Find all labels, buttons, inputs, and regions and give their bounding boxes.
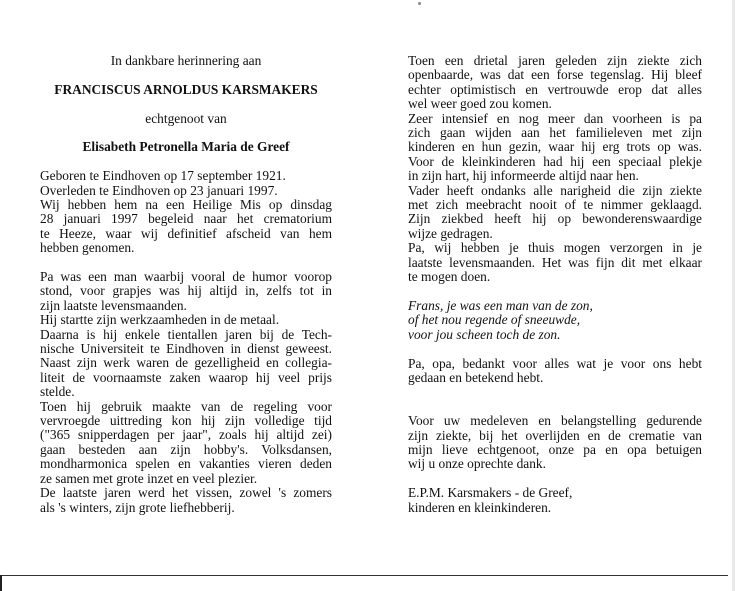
poem	[408, 299, 702, 342]
text-line: gaan besteden aan zijn hobby's. Volksdansen,	[40, 441, 332, 457]
text-line: wij u onze oprechte dank.	[408, 456, 546, 472]
relation-line: echtgenoot van	[145, 110, 227, 126]
scan-speck	[418, 2, 421, 5]
text-line: Toen hij gebruik maakte van de regeling voor	[40, 398, 332, 414]
text-line: met zich meebracht nooit of te nimmer geklaagd.	[408, 197, 702, 213]
text-line: Hij startte zijn werkzaamheden in de metaal.	[40, 312, 280, 328]
text-line: kinderen en hun gezin, waar hij erg trots op was.	[408, 139, 702, 155]
text-line: te Heeze, waar wij definitief afscheid van hem	[40, 225, 332, 241]
text-line: laatste levensmaanden. Het was fijn dit met elkaar	[408, 254, 702, 270]
text-line: echter optimistisch en vertrouwde erop dat alles	[408, 81, 702, 97]
text-line: wel weer goed zou komen.	[408, 96, 552, 112]
text-line: Vader heeft ondanks alle narigheid die zijn ziekte	[408, 182, 702, 198]
poem-line: voor jou scheen toch de zon.	[408, 326, 561, 342]
text-line: Naast zijn werk waren de gezelligheid en collegia-	[40, 355, 332, 371]
text-line: Zeer intensief en nog meer dan voorheen is pa	[408, 110, 702, 126]
text-line: 28 januari 1997 begeleid naar het crematorium	[40, 211, 332, 227]
signature-line: E.P.M. Karsmakers - de Greef,	[408, 485, 573, 501]
text-line: Overleden te Eindhoven op 23 januari 1997.	[40, 182, 278, 198]
text-line: te mogen doen.	[408, 269, 491, 285]
text-line: als 's winters, zijn grote liefhebberij.	[40, 499, 235, 515]
text-line: Toen een drietal jaren geleden zijn ziekte zich	[408, 53, 702, 68]
text-line: mondharmonica spelen en vakanties vieren deden	[40, 456, 332, 472]
signature-line: kinderen en kleinkinderen.	[408, 499, 552, 515]
text-line: openbaarde, was dat een forse tegenslag. Hij bleef	[408, 67, 702, 83]
text-line: Wij hebben hem na een Heilige Mis op dinsdag	[40, 197, 332, 212]
text-line: zich gaan wijden aan het familieleven met zijn	[408, 125, 702, 141]
text-line: in zijn hart, hij informeerde altijd naar hen.	[408, 168, 639, 184]
text-line: hebben genomen.	[40, 240, 135, 256]
farewell-paragraph	[408, 357, 702, 386]
text-line: Zijn ziekbed heeft hij op bewonderenswaardige	[408, 211, 702, 227]
deceased-name: FRANCISCUS ARNOLDUS KARSMAKERS	[54, 81, 318, 97]
text-line: Voor de kleinkinderen had hij een speciaal plekje	[408, 153, 702, 169]
text-line: wijze gedragen.	[408, 225, 493, 241]
text-line: Daarna is hij enkele tientallen jaren bij de Tech-	[40, 326, 332, 342]
text-line: gedaan en betekend hebt.	[408, 369, 544, 385]
text-line: Pa was een man waarbij vooral de humor voorop	[40, 269, 332, 285]
poem-line: of het nou regende of sneeuwde,	[408, 312, 581, 328]
card-corner-mark	[0, 575, 2, 591]
card-border-line	[0, 575, 728, 576]
intro-line: In dankbare herinnering aan	[110, 53, 262, 68]
text-line: ze samen met grote inzet en veel plezier.	[40, 470, 258, 486]
text-line: Pa, wij hebben je thuis mogen verzorgen in je	[408, 240, 702, 256]
left-column	[40, 54, 332, 515]
bio-paragraph-1	[40, 169, 332, 255]
text-line: mijn lieve echtgenoot, onze pa en opa betuigen	[408, 441, 702, 457]
signature	[408, 486, 702, 515]
poem-line: Frans, je was een man van de zon,	[408, 297, 593, 313]
bio-paragraph-2	[40, 270, 332, 515]
thanks-paragraph	[408, 414, 702, 472]
illness-paragraph	[408, 54, 702, 285]
text-line: zijn laatste levensmaanden.	[40, 297, 187, 313]
text-line: vervroegde uittreding kon hij zijn volledige tijd	[40, 413, 332, 429]
text-line: stelde.	[40, 384, 75, 400]
spouse-name: Elisabeth Petronella Maria de Greef	[82, 139, 290, 155]
text-line: liteit de voornaamste zaken waarop hij veel prijs	[40, 369, 332, 385]
text-line: De laatste jaren werd het vissen, zowel 's zomers	[40, 485, 332, 501]
right-column	[408, 54, 702, 515]
text-line: zijn ziekte, bij het overlijden en de crematie van	[408, 427, 702, 443]
text-line: ("365 snipperdagen per jaar", zoals hij altijd zei)	[40, 427, 332, 443]
text-line: stond, voor grapjes was hij altijd in, zelfs tot in	[40, 283, 332, 299]
text-line: Voor uw medeleven en belangstelling gedurende	[408, 413, 702, 429]
text-line: Geboren te Eindhoven op 17 september 1921.	[40, 168, 286, 184]
text-line: nische Universiteit te Eindhoven in dienst geweest.	[40, 341, 332, 357]
text-line: Pa, opa, bedankt voor alles wat je voor ons hebt	[408, 355, 702, 371]
